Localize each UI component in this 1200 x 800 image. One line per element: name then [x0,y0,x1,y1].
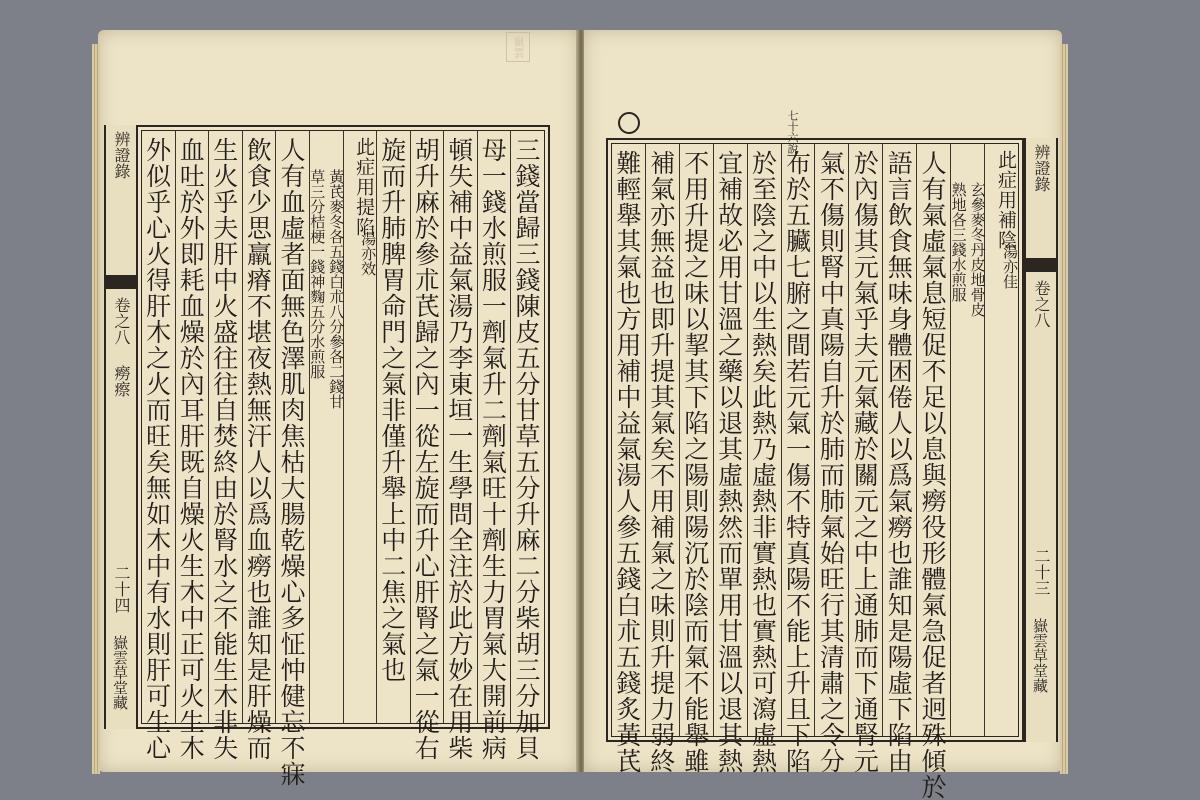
note-line: 草三分桔梗一錢神麴五分水煎服 [308,169,327,379]
text-column [781,144,815,774]
fold-note: 七十六說 [786,110,799,154]
right-columns [612,144,1019,800]
column-text: 生火乎夫肝中火盛往往自焚終由於腎水之不能生木非失 [209,137,239,761]
text-column [242,131,276,761]
note-line: 熟地各三錢水煎服 [949,182,968,302]
text-column [882,144,916,774]
right-text-frame [606,138,1024,800]
text-column [208,131,242,761]
note-title: 此症用補陰 [995,150,1017,250]
column-text: 三錢當歸三錢陳皮五分甘草五分升麻二分柴胡三分加貝 [512,137,541,761]
text-column [477,131,511,761]
column-text: 人有血虛者面無色澤肌肉焦枯大腸乾燥心多怔忡健忘不寐 [276,137,306,787]
column-text: 母一錢水煎服一劑氣升二劑氣旺十劑生力胃氣大開前病 [478,137,508,761]
text-column [949,144,987,736]
margin-volume: 卷之八 [1032,280,1051,328]
column-text: 宜補故必用甘溫之藥以退其虛熱然而單用甘溫以退其熱 [714,150,744,774]
note-line: 黃芪麥冬各五錢白朮八分參各二錢甘 [327,169,346,409]
note-line: 玄參麥冬丹皮地骨皮 [968,182,987,317]
text-column [713,144,747,774]
note-title: 此症用提陷 [353,137,376,237]
note-pair [308,169,346,409]
note-text: 湯亦佳 [1001,244,1019,289]
text-column [376,131,410,723]
text-column [814,144,848,774]
column-text: 人有氣虛氣息短促不足以息與癆役形體氣急促者迥殊傾於 [918,150,948,800]
column-text: 語言飲食無味身體困倦人以爲氣癆也誰知是陽虛下陷由 [884,150,914,774]
column-text: 胡升麻於參朮芪歸之內一從左旋而升心肝腎之氣一從右 [411,137,441,761]
column-text: 補氣亦無益也即升提其氣矣不用補氣之味則升提力弱終 [646,150,676,774]
left-margin-strip [104,125,138,729]
fish-tail-mark [106,275,136,289]
note-pair [949,182,987,317]
page-edge-left [92,44,100,774]
margin-section: 癆瘵 [112,365,131,397]
left-text-frame [136,125,550,787]
right-page [584,30,1062,800]
page-edge-right [1060,44,1068,774]
column-text: 頓失補中益氣湯乃李東垣一生學問全注於此方妙在用柴 [444,137,474,761]
text-column [612,144,645,774]
left-columns [142,131,544,787]
column-text: 旋而升肺脾胃命門之氣非僅升舉上中二焦之氣也 [377,137,407,683]
circle-mark [618,112,640,134]
margin-title: 辨證錄 [1032,144,1051,192]
text-column [747,144,781,774]
text-column [308,131,346,723]
text-column [510,131,544,761]
column-text: 布於五臟七腑之間若元氣一傷不特真陽不能上升且下陷 [782,150,812,774]
text-column [916,144,950,800]
text-column [142,131,175,761]
left-page [98,30,578,787]
text-column [848,144,882,774]
margin-volume: 卷之八 [112,297,131,345]
text-column [410,131,444,761]
column-text: 飲食少思羸瘠不堪夜熱無汗人以爲血癆也誰知是肝燥而 [243,137,273,761]
right-margin-strip [1024,138,1058,742]
margin-title: 辨證錄 [112,131,131,179]
faded-seal-stamp: 嶽雲 [506,32,530,62]
margin-page-number: 二十三 [1032,548,1051,596]
column-text: 於內傷其元氣乎夫元氣藏於關元之中上通肺而下通腎元 [850,150,880,774]
collector-label: 嶽雲草堂藏 [1031,618,1049,693]
column-text: 難輕舉其氣也方用補中益氣湯人參五錢白朮五錢炙黃芪 [612,150,642,774]
collector-label: 嶽雲草堂藏 [111,635,129,710]
column-text: 於至陰之中以生熱矣此熱乃虛熱非實熱也實熱可瀉虛熱 [748,150,778,774]
text-column [679,144,713,774]
text-column [275,131,309,787]
column-text: 氣不傷則腎中真陽自升於肺而肺氣始旺行其清肅之令分 [816,150,846,774]
column-text: 外似乎心火得肝木之火而旺矣無如木中有水則肝可生心 [142,137,172,761]
column-text: 血吐於外即耗血燥於內耳肝既自燥火生木中正可火生木 [176,137,206,761]
text-column [175,131,209,761]
note-text: 湯亦效 [359,231,378,276]
margin-page-number: 二十四 [112,565,131,613]
column-text: 不用升提之味以挈其下陷之陽則陽沉於陰而氣不能舉雖 [680,150,710,774]
text-column [443,131,477,761]
open-book [98,22,1070,800]
fish-tail-mark [1026,258,1056,272]
text-column [343,131,377,723]
text-column [984,144,1018,736]
text-column [645,144,679,774]
